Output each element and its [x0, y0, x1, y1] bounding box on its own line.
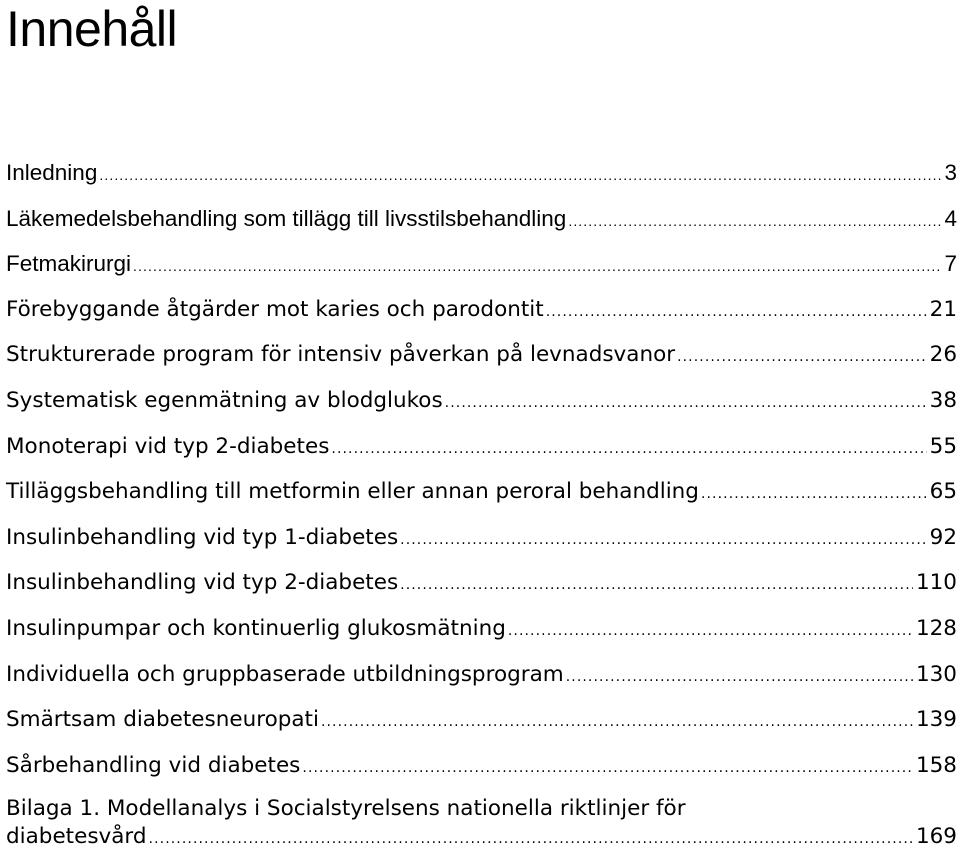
toc-entry-page: 110 — [915, 570, 957, 596]
toc-entry[interactable] — [6, 515, 957, 561]
toc-entry-page: 130 — [915, 661, 957, 687]
toc-entry-page: 26 — [929, 342, 957, 368]
toc-entry-page: 7 — [944, 251, 957, 277]
toc-entry[interactable] — [6, 196, 957, 242]
dot-leader — [568, 199, 941, 245]
toc-entry-label: Fetmakirurgi — [6, 251, 132, 277]
toc-entry-page: 92 — [929, 524, 957, 550]
toc-entry[interactable] — [6, 287, 957, 333]
dot-leader — [445, 381, 927, 427]
toc-entry-page: 169 — [915, 824, 957, 850]
toc-entry-label: Tilläggsbehandling till metformin eller annan peroral behandling — [6, 479, 699, 505]
dot-leader — [400, 563, 913, 609]
toc-entry-page: 38 — [929, 387, 957, 413]
dot-leader — [133, 244, 941, 290]
toc-entry-page: 158 — [915, 752, 957, 778]
dot-leader — [149, 825, 913, 853]
toc-entry[interactable] — [6, 241, 957, 287]
toc-entry-page: 65 — [929, 479, 957, 505]
toc-entry-page: 128 — [915, 615, 957, 641]
toc-entry-label: Insulinbehandling vid typ 1-diabetes — [6, 524, 399, 550]
toc-entry[interactable] — [6, 697, 957, 743]
toc-entry-label: Smärtsam diabetesneuropati — [6, 707, 319, 733]
toc-entry-label: Systematisk egenmätning av blodglukos — [6, 387, 443, 413]
dot-leader — [331, 427, 926, 473]
toc-entry-page: 4 — [944, 205, 957, 231]
toc-entry[interactable] — [6, 378, 957, 424]
toc-entry-label: Strukturerade program för intensiv påverkan på levnadsvanor — [6, 342, 676, 368]
toc-list — [6, 150, 957, 851]
toc-entry-page: 139 — [915, 707, 957, 733]
dot-leader — [99, 153, 941, 199]
toc-entry-label: Insulinpumpar och kontinuerlig glukosmätning — [6, 615, 506, 641]
toc-entry[interactable] — [6, 332, 957, 378]
toc-entry-label: Monoterapi vid typ 2-diabetes — [6, 433, 330, 459]
dot-leader — [321, 700, 913, 746]
toc-entry[interactable] — [6, 150, 957, 196]
dot-leader — [701, 472, 927, 518]
toc-entry-label-line1: Bilaga 1. Modellanalys i Socialstyrelsens nationella riktlinjer för — [6, 796, 686, 822]
toc-entry[interactable] — [6, 743, 957, 789]
toc-entry[interactable] — [6, 606, 957, 652]
dot-leader — [400, 518, 926, 564]
toc-entry[interactable] — [6, 560, 957, 606]
toc-entry[interactable] — [6, 424, 957, 470]
dot-leader — [566, 655, 913, 701]
dot-leader — [508, 609, 913, 655]
toc-entry-label: Individuella och gruppbaserade utbildningsprogram — [6, 661, 564, 687]
toc-entry-label: Inledning — [6, 160, 98, 185]
toc-entry-appendix[interactable] — [6, 788, 957, 851]
toc-entry-label: Förebyggande åtgärder mot karies och parodontit — [6, 296, 544, 322]
page-title: Innehåll — [6, 1, 178, 57]
toc-entry-label: Insulinbehandling vid typ 2-diabetes — [6, 570, 399, 596]
dot-leader — [677, 335, 927, 381]
toc-entry[interactable] — [6, 469, 957, 515]
toc-entry-label-line2: diabetesvård — [6, 824, 147, 850]
toc-entry-label: Läkemedelsbehandling som tillägg till livsstilsbehandling — [6, 205, 567, 231]
toc-entry-page: 3 — [944, 160, 957, 185]
toc-entry[interactable] — [6, 652, 957, 698]
toc-entry-page: 21 — [929, 296, 957, 322]
dot-leader — [302, 746, 913, 792]
toc-entry-page: 55 — [929, 433, 957, 459]
dot-leader — [546, 290, 927, 336]
toc-entry-label: Sårbehandling vid diabetes — [6, 752, 301, 778]
toc-entry-line2 — [6, 823, 957, 851]
